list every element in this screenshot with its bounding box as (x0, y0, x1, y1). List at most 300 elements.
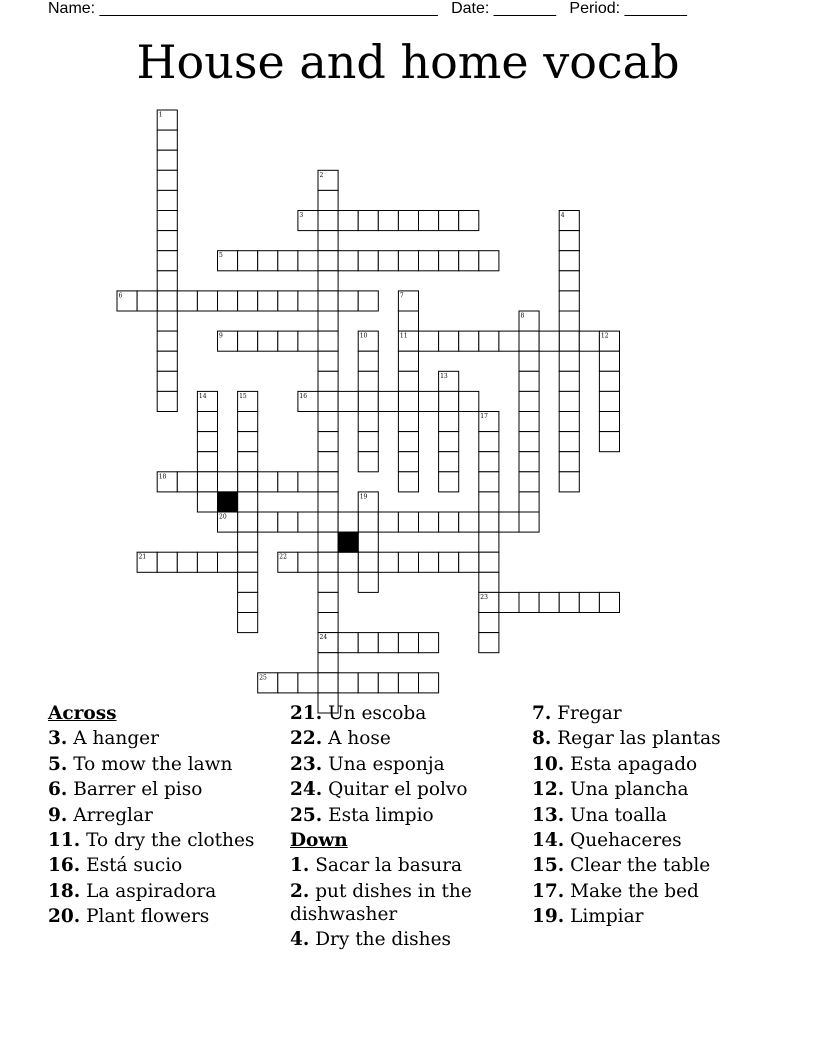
across-clue-list (48, 727, 278, 928)
grid-cell[interactable] (157, 552, 177, 572)
grid-cell[interactable] (238, 492, 258, 512)
grid-cell[interactable] (197, 291, 217, 311)
grid-cell[interactable] (157, 170, 177, 190)
grid-cell[interactable] (479, 532, 499, 552)
grid-cell[interactable] (318, 190, 338, 210)
grid-cell[interactable] (439, 552, 459, 572)
period-blank[interactable]: _______ (624, 0, 687, 17)
grid-cell[interactable] (459, 391, 479, 411)
grid-cell[interactable] (378, 251, 398, 271)
grid-cell[interactable] (318, 492, 338, 512)
grid-cell[interactable] (499, 592, 519, 612)
clue-text: Está sucio (86, 855, 183, 877)
grid-cell[interactable] (358, 371, 378, 391)
grid-cell[interactable] (419, 331, 439, 351)
cell-number: 19 (359, 493, 368, 501)
grid-cell[interactable] (238, 613, 258, 633)
clue-text: Una plancha (570, 779, 689, 801)
down-clue-list (290, 854, 520, 951)
grid-cell[interactable] (258, 472, 278, 492)
clue-number: 8. (532, 728, 552, 750)
grid-cell[interactable] (197, 412, 217, 432)
clue-text: La aspiradora (86, 880, 217, 902)
grid-cell[interactable] (358, 452, 378, 472)
grid-cell[interactable] (398, 391, 418, 411)
grid-cell[interactable] (157, 190, 177, 210)
cell-number: 16 (299, 392, 308, 400)
date-label: Date: (451, 0, 490, 17)
clue-number: 16. (48, 855, 81, 877)
name-blank[interactable]: ______________________________________ (99, 0, 438, 17)
name-label: Name: (48, 0, 96, 17)
grid-cell[interactable] (358, 552, 378, 572)
grid-cell[interactable] (338, 291, 358, 311)
grid-cell[interactable] (238, 452, 258, 472)
grid-cell[interactable] (318, 613, 338, 633)
grid-cell[interactable] (378, 512, 398, 532)
clue-number: 19. (532, 906, 565, 928)
grid-cell[interactable] (419, 552, 439, 572)
grid-cell[interactable] (519, 371, 539, 391)
grid-cell[interactable] (398, 351, 418, 371)
grid-cell[interactable] (419, 391, 439, 411)
grid-cell[interactable] (398, 512, 418, 532)
cell-number: 11 (399, 332, 408, 340)
clue-text: Fregar (557, 703, 622, 724)
grid-cell[interactable] (318, 231, 338, 251)
grid-cell[interactable] (419, 512, 439, 532)
grid-cell[interactable] (559, 231, 579, 251)
grid-cell[interactable] (599, 351, 619, 371)
grid-cell[interactable] (559, 432, 579, 452)
grid-cell[interactable] (238, 291, 258, 311)
grid-cell[interactable] (479, 552, 499, 572)
clue-column-1 (48, 702, 278, 931)
grid-cell[interactable] (599, 371, 619, 391)
cell-number: 3 (299, 212, 304, 219)
grid-cell[interactable] (519, 452, 539, 472)
grid-cell[interactable] (519, 391, 539, 411)
grid-cell[interactable] (519, 512, 539, 532)
grid-cell[interactable] (358, 432, 378, 452)
clue-number: 1. (290, 855, 310, 877)
grid-cell[interactable] (318, 211, 338, 231)
cell-number: 22 (279, 553, 287, 561)
clue-number: 22. (290, 728, 323, 750)
grid-cell[interactable] (157, 211, 177, 231)
grid-cell[interactable] (479, 452, 499, 472)
grid-cell[interactable] (218, 552, 238, 572)
clue-item (48, 753, 278, 776)
clue-text: To mow the lawn (73, 753, 233, 775)
grid-cell[interactable] (278, 512, 298, 532)
cell-number: 5 (219, 252, 223, 260)
grid-cell[interactable] (318, 472, 338, 492)
grid-cell[interactable] (519, 412, 539, 432)
grid-cell[interactable] (398, 311, 418, 331)
grid-cell[interactable] (177, 552, 197, 572)
grid-cell[interactable] (579, 331, 599, 351)
grid-cell[interactable] (218, 291, 238, 311)
grid-cell[interactable] (398, 633, 418, 653)
clue-text: Una esponja (328, 753, 445, 775)
grid-cell[interactable] (197, 472, 217, 492)
grid-cell[interactable] (338, 251, 358, 271)
grid-cell[interactable] (398, 673, 418, 693)
clue-item (290, 880, 520, 926)
grid-cell[interactable] (439, 412, 459, 432)
grid-cell[interactable] (238, 572, 258, 592)
grid-cell[interactable] (439, 251, 459, 271)
grid-cell[interactable] (358, 391, 378, 411)
clue-number: 18. (48, 880, 81, 902)
grid-cell[interactable] (378, 673, 398, 693)
cell-number: 4 (560, 212, 565, 219)
cell-number: 8 (520, 312, 525, 320)
clue-number: 23. (290, 753, 323, 775)
cell-number: 15 (239, 392, 247, 400)
cell-number: 13 (440, 372, 448, 380)
clue-item (532, 753, 772, 776)
clue-item (532, 829, 772, 852)
grid-cell[interactable] (439, 211, 459, 231)
grid-cell[interactable] (197, 552, 217, 572)
grid-cell[interactable] (539, 592, 559, 612)
clue-number: 3. (48, 728, 68, 750)
grid-cell[interactable] (358, 673, 378, 693)
grid-cell[interactable] (318, 592, 338, 612)
grid-cell[interactable] (439, 472, 459, 492)
grid-cell[interactable] (298, 331, 318, 351)
grid-cell[interactable] (258, 291, 278, 311)
grid-cell[interactable] (338, 391, 358, 411)
grid-cell[interactable] (238, 512, 258, 532)
clue-item (48, 727, 278, 750)
grid-cell[interactable] (459, 211, 479, 231)
grid-cell[interactable] (278, 472, 298, 492)
period-label: Period: (569, 0, 621, 17)
clue-item (290, 854, 520, 877)
grid-cell[interactable] (298, 512, 318, 532)
grid-cell[interactable] (238, 472, 258, 492)
grid-cell[interactable] (419, 673, 439, 693)
grid-cell[interactable] (318, 391, 338, 411)
grid-cell[interactable] (559, 412, 579, 432)
clue-number: 13. (532, 804, 565, 826)
grid-cell[interactable] (338, 512, 358, 532)
grid-cell[interactable] (499, 512, 519, 532)
grid-cell[interactable] (398, 412, 418, 432)
grid-cell[interactable] (459, 512, 479, 532)
clue-number: 25. (290, 804, 323, 826)
clue-item (290, 753, 520, 776)
clue-number: 6. (48, 779, 68, 801)
clue-item (290, 702, 520, 725)
grid-cell[interactable] (298, 291, 318, 311)
clue-text: Esta apagado (570, 753, 698, 775)
grid-cell[interactable] (338, 552, 358, 572)
grid-cell[interactable] (479, 572, 499, 592)
grid-cell[interactable] (358, 512, 378, 532)
grid-cell[interactable] (398, 371, 418, 391)
grid-cell[interactable] (358, 351, 378, 371)
grid-cell[interactable] (238, 592, 258, 612)
grid-cell[interactable] (278, 331, 298, 351)
clue-text: Plant flowers (86, 906, 210, 928)
grid-cell[interactable] (559, 291, 579, 311)
clue-text: Arreglar (73, 804, 153, 826)
grid-cell[interactable] (378, 552, 398, 572)
grid-cell[interactable] (218, 472, 238, 492)
grid-cell[interactable] (398, 472, 418, 492)
clue-text: Quehaceres (570, 829, 682, 851)
grid-cell[interactable] (519, 472, 539, 492)
grid-cell[interactable] (157, 231, 177, 251)
grid-cell[interactable] (318, 512, 338, 532)
cell-number: 2 (319, 171, 324, 179)
grid-cell[interactable] (559, 371, 579, 391)
grid-cell[interactable] (559, 311, 579, 331)
date-blank[interactable]: _______ (493, 0, 557, 17)
grid-cell[interactable] (439, 331, 459, 351)
grid-cell[interactable] (157, 351, 177, 371)
grid-cell[interactable] (519, 432, 539, 452)
grid-cell[interactable] (559, 452, 579, 472)
grid-cell[interactable] (519, 592, 539, 612)
grid-cell[interactable] (258, 512, 278, 532)
clue-item (532, 778, 772, 801)
grid-cell[interactable] (398, 432, 418, 452)
cell-number: 12 (600, 332, 609, 340)
grid-cell[interactable] (318, 371, 338, 391)
grid-cell[interactable] (499, 331, 519, 351)
grid-cell[interactable] (258, 331, 278, 351)
clue-text: Limpiar (570, 906, 644, 928)
grid-cell[interactable] (238, 432, 258, 452)
grid-cell[interactable] (157, 371, 177, 391)
clue-text: A hose (328, 728, 391, 750)
grid-cell[interactable] (559, 351, 579, 371)
clue-number: 17. (532, 880, 565, 902)
clue-column-2 (290, 702, 520, 954)
grid-cell[interactable] (238, 532, 258, 552)
clue-number: 9. (48, 804, 68, 826)
grid-cell[interactable] (519, 492, 539, 512)
clue-number: 11. (48, 829, 81, 851)
grid-cell[interactable] (318, 572, 338, 592)
grid-cell[interactable] (238, 251, 258, 271)
clue-item (48, 854, 278, 877)
grid-cell[interactable] (318, 552, 338, 572)
grid-cell[interactable] (559, 472, 579, 492)
clue-text: Make the bed (570, 880, 699, 902)
grid-cell[interactable] (358, 412, 378, 432)
grid-cell[interactable] (278, 291, 298, 311)
clue-item (290, 778, 520, 801)
grid-cell[interactable] (599, 592, 619, 612)
clue-text: Esta limpio (328, 804, 434, 826)
clue-item (532, 702, 772, 725)
grid-cell[interactable] (439, 452, 459, 472)
grid-cell[interactable] (559, 251, 579, 271)
clue-item (532, 804, 772, 827)
grid-cell[interactable] (197, 492, 217, 512)
clue-item (48, 905, 278, 928)
grid-cell[interactable] (459, 552, 479, 572)
grid-cell[interactable] (479, 633, 499, 653)
grid-cell[interactable] (439, 391, 459, 411)
cell-number: 23 (480, 593, 488, 601)
grid-cell[interactable] (479, 512, 499, 532)
across-heading: Across (48, 703, 117, 724)
clue-column-3 (532, 702, 772, 931)
grid-cell[interactable] (479, 432, 499, 452)
grid-cell[interactable] (157, 150, 177, 170)
down-heading: Down (290, 829, 348, 851)
grid-cell[interactable] (298, 251, 318, 271)
grid-cell[interactable] (479, 331, 499, 351)
grid-cell[interactable] (378, 211, 398, 231)
grid-cell[interactable] (479, 492, 499, 512)
clue-text: put dishes in the dishwasher (290, 880, 472, 925)
grid-cell[interactable] (157, 331, 177, 351)
grid-cell[interactable] (137, 291, 157, 311)
grid-cell[interactable] (318, 271, 338, 291)
grid-cell[interactable] (358, 251, 378, 271)
clue-item (48, 829, 278, 852)
clue-text: Sacar la basura (315, 855, 463, 877)
grid-cell[interactable] (157, 271, 177, 291)
clue-number: 14. (532, 829, 565, 851)
clue-item (532, 727, 772, 750)
grid-cell[interactable] (318, 331, 338, 351)
grid-cell[interactable] (238, 412, 258, 432)
grid-cell[interactable] (318, 351, 338, 371)
cell-number: 6 (118, 292, 123, 300)
page-title: House and home vocab (136, 35, 680, 89)
clue-number: 12. (532, 779, 565, 801)
grid-cell[interactable] (559, 592, 579, 612)
cell-number: 25 (259, 674, 267, 682)
grid-cell[interactable] (599, 391, 619, 411)
clue-text: Clear the table (570, 855, 711, 877)
grid-cell[interactable] (318, 412, 338, 432)
grid-cell[interactable] (157, 391, 177, 411)
clue-item (290, 727, 520, 750)
grid-cell[interactable] (479, 251, 499, 271)
clue-number: 4. (290, 929, 310, 951)
grid-cell[interactable] (539, 331, 559, 351)
grid-cell[interactable] (157, 130, 177, 150)
clue-text: To dry the clothes (86, 829, 255, 851)
grid-cell[interactable] (278, 251, 298, 271)
across-clue-list-continued (290, 702, 520, 827)
clue-item (532, 905, 772, 928)
grid-cell[interactable] (599, 412, 619, 432)
clue-item (48, 778, 278, 801)
grid-cell[interactable] (298, 673, 318, 693)
grid-cell[interactable] (298, 552, 318, 572)
grid-cell[interactable] (398, 452, 418, 472)
grid-cell[interactable] (358, 291, 378, 311)
grid-cell[interactable] (459, 331, 479, 351)
grid-cell[interactable] (398, 552, 418, 572)
grid-cell[interactable] (318, 432, 338, 452)
grid-cell[interactable] (318, 251, 338, 271)
grid-cell[interactable] (318, 653, 338, 673)
cell-number: 20 (219, 513, 227, 521)
grid-cell[interactable] (419, 251, 439, 271)
grid-cell[interactable] (559, 271, 579, 291)
grid-cell[interactable] (398, 251, 418, 271)
grid-cell[interactable] (318, 532, 338, 552)
grid-cell[interactable] (559, 391, 579, 411)
grid-cell[interactable] (258, 251, 278, 271)
clue-item (532, 880, 772, 903)
grid-cell[interactable] (338, 673, 358, 693)
grid-cell[interactable] (298, 472, 318, 492)
grid-cell[interactable] (378, 391, 398, 411)
grid-cell[interactable] (177, 472, 197, 492)
grid-cell[interactable] (358, 211, 378, 231)
grid-cell[interactable] (157, 291, 177, 311)
grid-cell[interactable] (439, 432, 459, 452)
grid-cell[interactable] (358, 532, 378, 552)
clue-text: Quitar el polvo (328, 779, 468, 801)
grid-cell[interactable] (238, 552, 258, 572)
grid-cell[interactable] (197, 432, 217, 452)
clue-item (290, 928, 520, 951)
grid-cell[interactable] (559, 331, 579, 351)
grid-cell[interactable] (398, 211, 418, 231)
grid-cell[interactable] (238, 331, 258, 351)
cell-number: 17 (480, 413, 488, 420)
grid-cell[interactable] (599, 432, 619, 452)
grid-cell[interactable] (419, 211, 439, 231)
grid-cell[interactable] (378, 633, 398, 653)
grid-cell[interactable] (157, 251, 177, 271)
grid-cell[interactable] (197, 452, 217, 472)
clue-text: A hanger (73, 728, 159, 750)
grid-cell[interactable] (479, 472, 499, 492)
cell-number: 18 (158, 473, 167, 481)
grid-cell[interactable] (519, 331, 539, 351)
grid-cell[interactable] (479, 613, 499, 633)
grid-cell[interactable] (318, 673, 338, 693)
cell-number: 10 (359, 332, 368, 340)
clue-number: 15. (532, 855, 565, 877)
clue-text: Barrer el piso (73, 779, 203, 801)
grid-cell[interactable] (579, 592, 599, 612)
grid-cell[interactable] (318, 311, 338, 331)
grid-cell[interactable] (318, 452, 338, 472)
grid-cell[interactable] (338, 633, 358, 653)
clue-number: 20. (48, 906, 81, 928)
grid-cell[interactable] (439, 512, 459, 532)
black-square (338, 532, 358, 552)
grid-cell[interactable] (358, 633, 378, 653)
grid-cell[interactable] (318, 291, 338, 311)
grid-cell[interactable] (177, 291, 197, 311)
grid-cell[interactable] (157, 311, 177, 331)
grid-cell[interactable] (519, 351, 539, 371)
grid-cell[interactable] (278, 673, 298, 693)
grid-cell[interactable] (358, 572, 378, 592)
grid-cell[interactable] (419, 633, 439, 653)
grid-cell[interactable] (459, 251, 479, 271)
grid-cell[interactable] (338, 211, 358, 231)
clue-item (532, 854, 772, 877)
